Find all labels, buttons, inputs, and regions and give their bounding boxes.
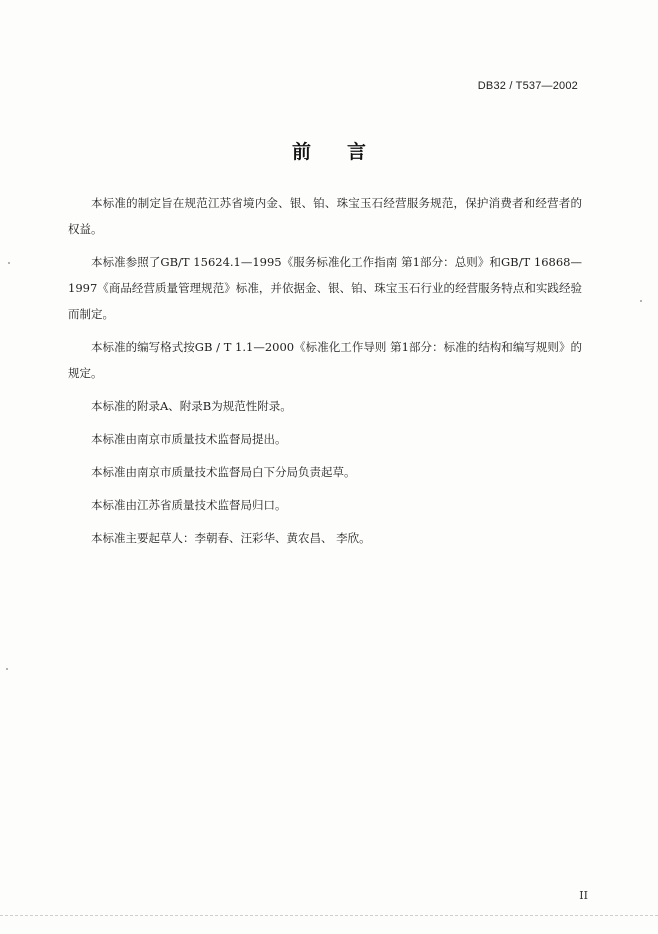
page-number: II (579, 889, 588, 902)
paragraph: 本标准的制定旨在规范江苏省境内金、银、铂、珠宝玉石经营服务规范，保护消费者和经营者的权益。 (68, 196, 582, 236)
scan-speck (8, 262, 10, 264)
scan-speck (640, 300, 642, 302)
paragraph: 本标准的编写格式按GB / T 1.1—2000《标准化工作导则 第1部分：标准的结构和编写规则》的规定。 (68, 340, 582, 380)
paragraph: 本标准由南京市质量技术监督局白下分局负责起草。 (91, 465, 356, 479)
scan-edge-line (0, 915, 658, 916)
paragraph: 本标准的附录A、附录B为规范性附录。 (91, 399, 292, 413)
paragraph: 本标准由江苏省质量技术监督局归口。 (91, 498, 287, 512)
foreword-body (68, 190, 582, 558)
paragraph: 本标准参照了GB/T 15624.1—1995《服务标准化工作指南 第1部分：总则》和GB/T 16868—1997《商品经营质量管理规范》标准，并依据金、银、铂、珠宝玉石行业的经营服务特点和实践经验而制定。 (68, 255, 582, 321)
scan-speck (6, 668, 8, 670)
paragraph: 本标准主要起草人：李朝春、汪彩华、黄农昌、 李欣。 (91, 531, 371, 545)
page-title: 前言 (291, 141, 402, 163)
paragraph: 本标准由南京市质量技术监督局提出。 (91, 432, 287, 446)
document-code: DB32 / T537—2002 (477, 80, 578, 92)
